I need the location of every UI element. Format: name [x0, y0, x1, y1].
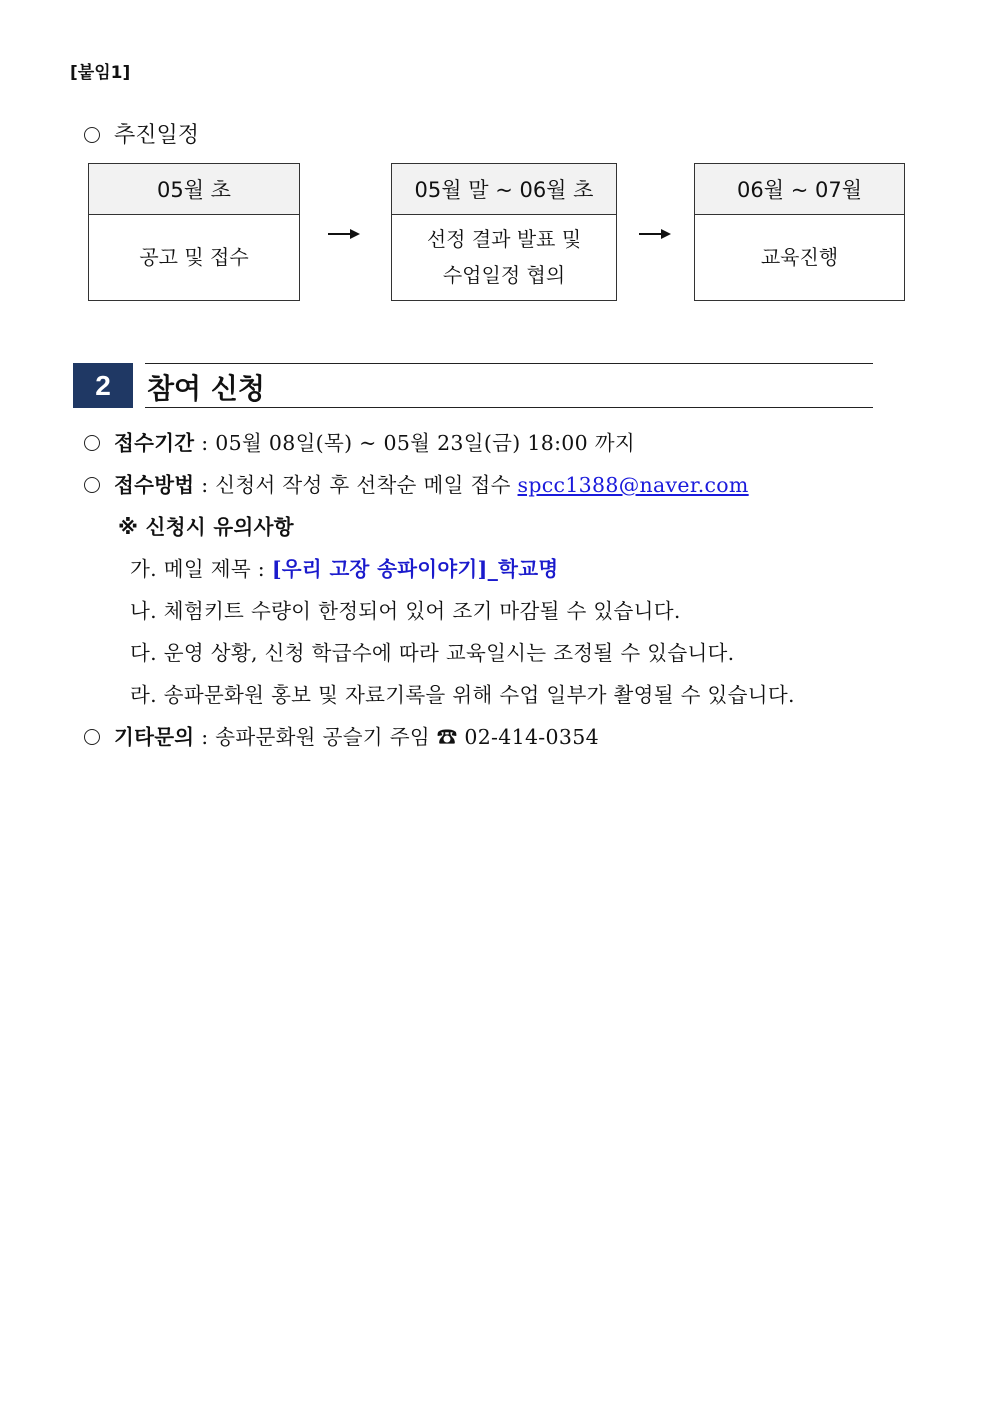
attachment-tag: [붙임1] [70, 63, 131, 83]
method-item [84, 468, 749, 498]
section-number: 2 [73, 363, 133, 408]
mail-subject: [우리 고장 송파이야기]_학교명 [271, 557, 559, 581]
period-text: : 05월 08일(목) ~ 05월 23일(금) 18:00 까지 [201, 431, 635, 455]
step-period: 06월 ~ 07월 [695, 164, 904, 215]
step-period: 05월 초 [89, 164, 299, 215]
note-ga [130, 552, 558, 582]
step-description [392, 214, 616, 300]
note-ga-prefix: 가. 메일 제목 : [130, 557, 272, 581]
note-na: 나. 체험키트 수량이 한정되어 있어 조기 마감될 수 있습니다. [130, 599, 681, 623]
step-period: 05월 말 ~ 06월 초 [392, 164, 616, 215]
schedule-step-2 [391, 163, 617, 301]
method-text: : 신청서 작성 후 선착순 메일 접수 [201, 473, 511, 497]
step-description [89, 214, 299, 300]
schedule-heading-text: 추진일정 [114, 123, 200, 148]
step-description-line: 공고 및 접수 [139, 245, 249, 269]
contact-item [84, 720, 599, 750]
section-title-bar [145, 363, 873, 408]
contact-text: : 송파문화원 공슬기 주임 ☎ 02-414-0354 [201, 725, 599, 749]
circle-bullet-icon [84, 729, 100, 745]
schedule-step-3 [694, 163, 905, 301]
period-item [84, 426, 635, 456]
step-description-line: 수업일정 협의 [442, 263, 566, 287]
step-description [695, 214, 904, 300]
method-label: 접수방법 [114, 473, 195, 497]
schedule-heading [84, 118, 199, 149]
step-description-line: 선정 결과 발표 및 [426, 227, 582, 251]
schedule-step-1 [88, 163, 300, 301]
right-arrow-icon [328, 228, 360, 240]
note-da: 다. 운영 상황, 신청 학급수에 따라 교육일시는 조정될 수 있습니다. [130, 641, 735, 665]
period-label: 접수기간 [114, 431, 195, 455]
circle-bullet-icon [84, 477, 100, 493]
circle-bullet-icon [84, 435, 100, 451]
email-link[interactable]: spcc1388@naver.com [517, 473, 749, 497]
section-title: 참여 신청 [147, 372, 265, 405]
note-ra: 라. 송파문화원 홍보 및 자료기록을 위해 수업 일부가 촬영될 수 있습니다. [130, 683, 795, 707]
contact-label: 기타문의 [114, 725, 195, 749]
step-description-line: 교육진행 [760, 245, 839, 269]
note-heading: ※ 신청시 유의사항 [118, 515, 294, 539]
right-arrow-icon [639, 228, 671, 240]
circle-bullet-icon [84, 127, 100, 143]
